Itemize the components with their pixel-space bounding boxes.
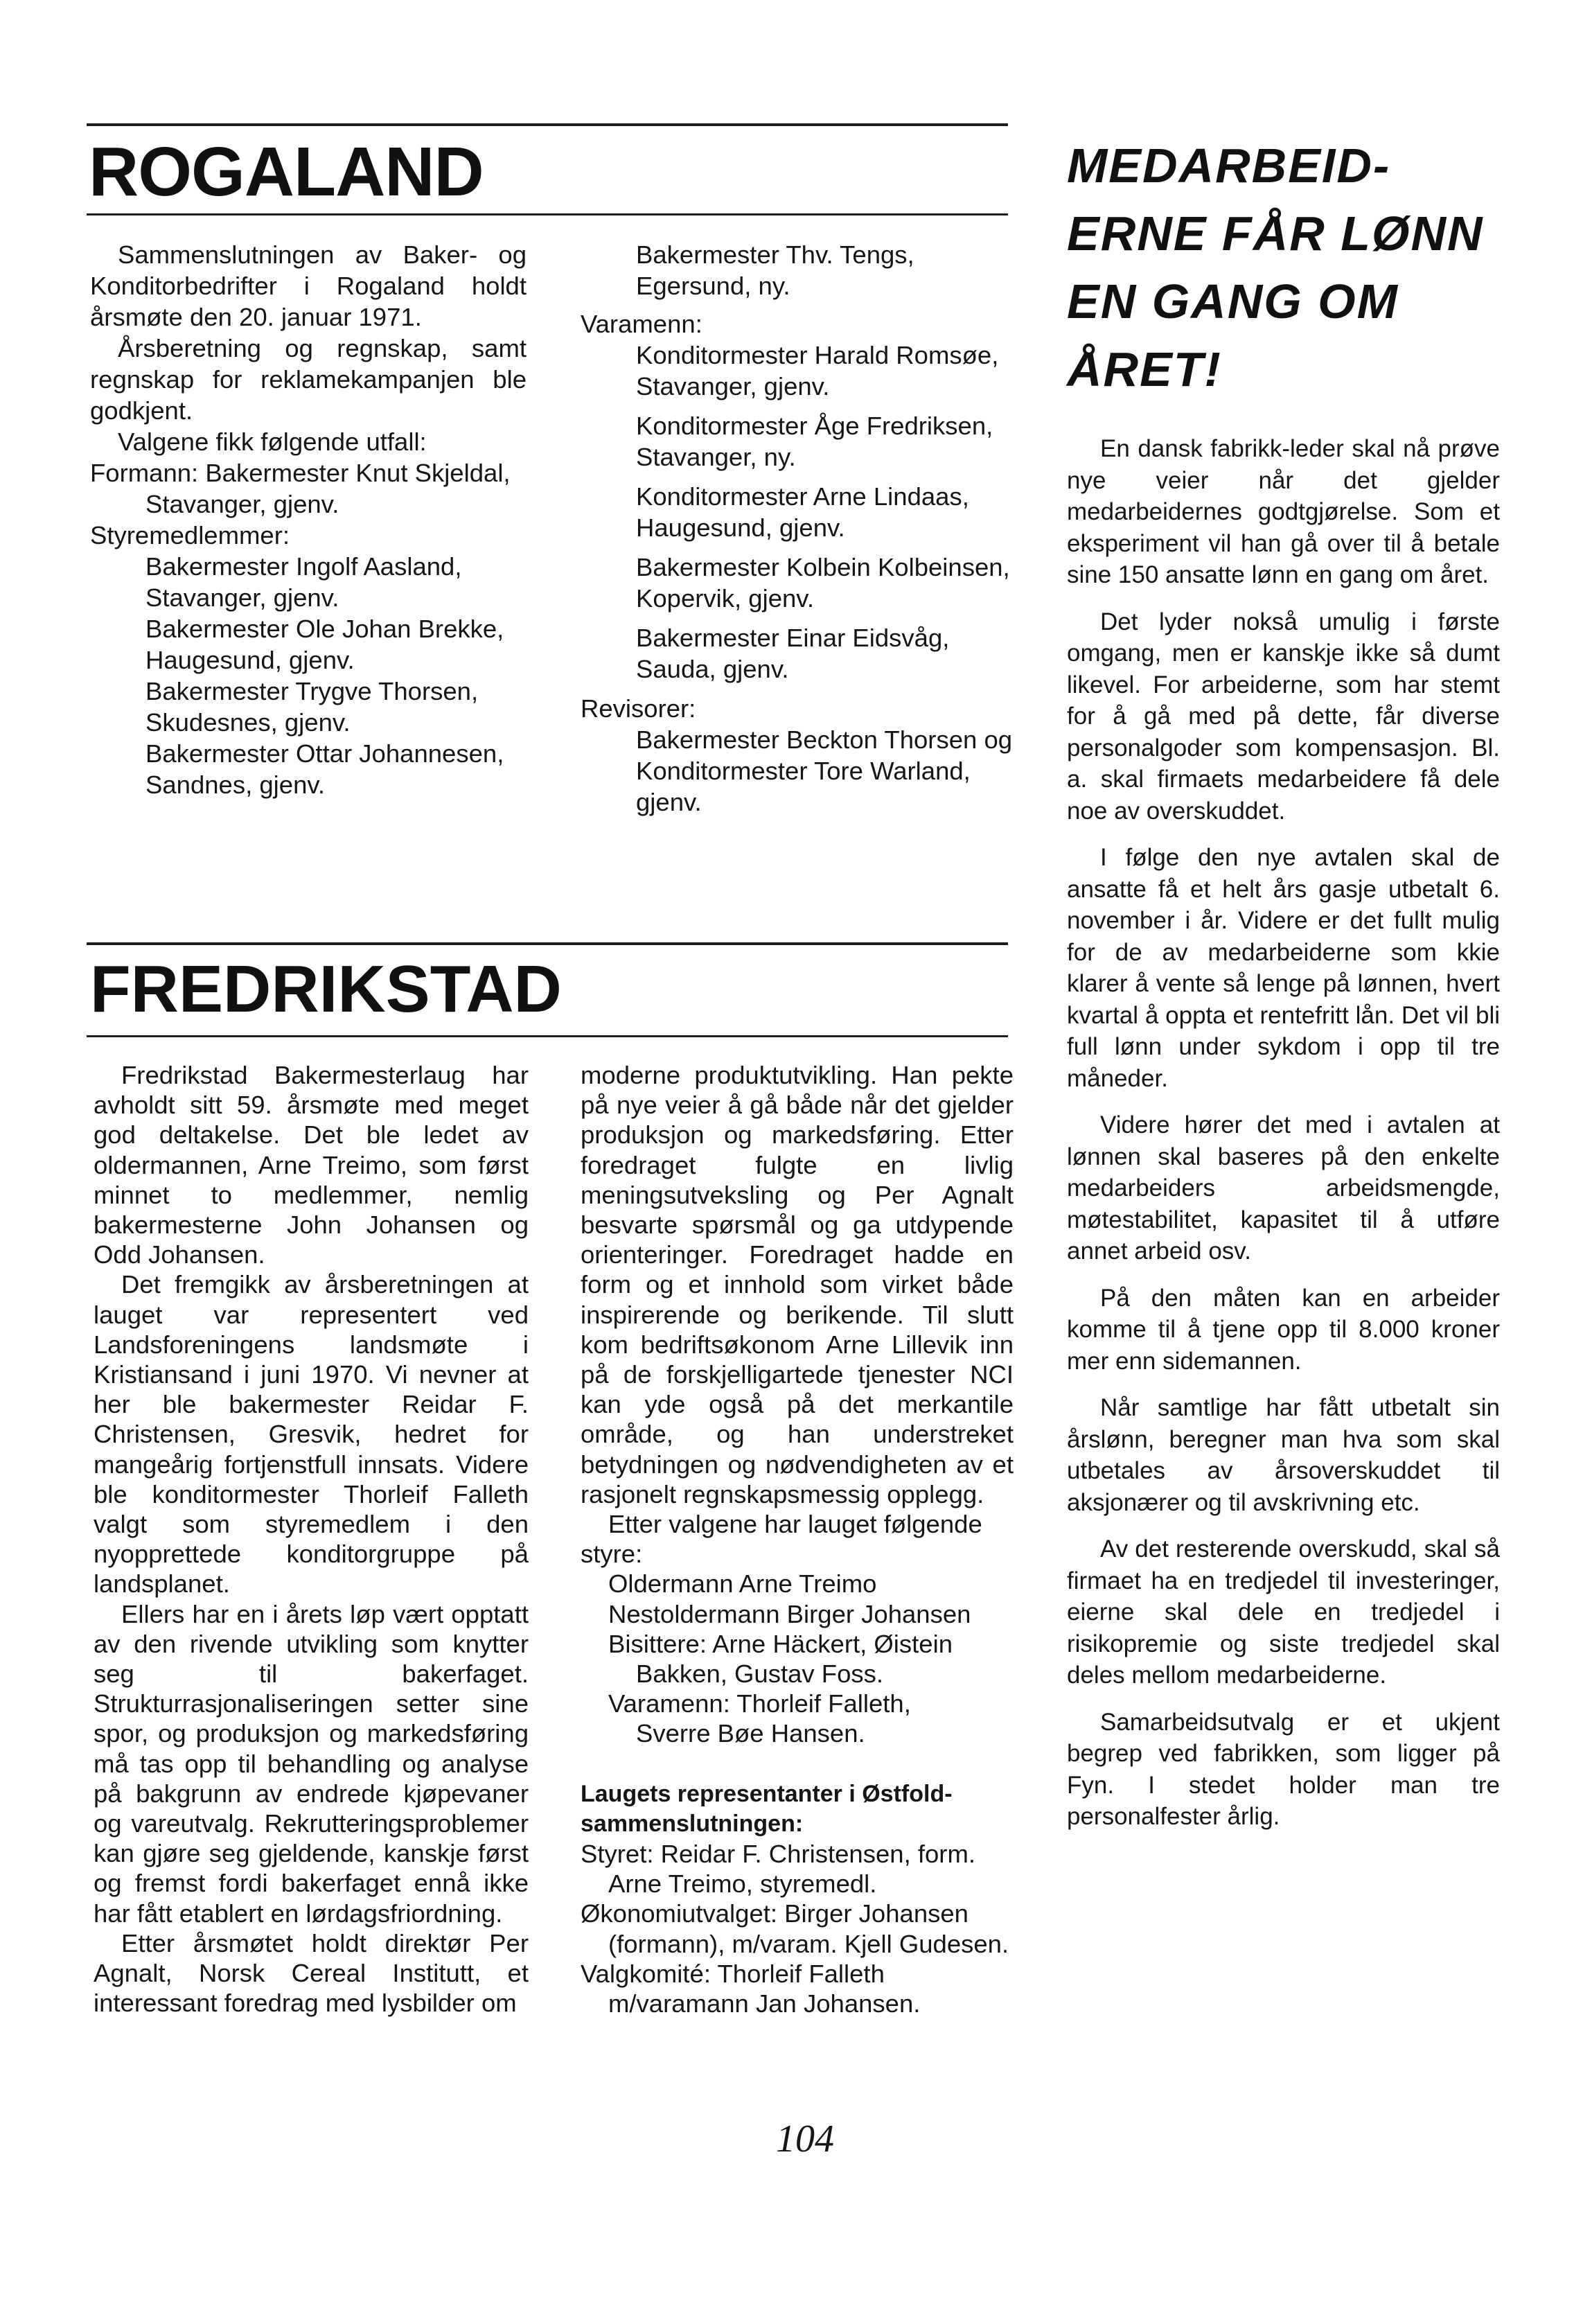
fredrikstad-bottom-rule [87, 1035, 1008, 1037]
rogaland-deputy-name: Konditormester Arne Lindaas, [636, 482, 969, 511]
rogaland-col-2 [581, 239, 1017, 818]
fredrikstad-board-line: Varamenn: Thorleif Falleth, [608, 1689, 911, 1718]
fredrikstad-paragraph: Etter valgene har lauget følgende styre: [581, 1510, 982, 1569]
rogaland-deputy-name: Bakermester Einar Eidsvåg, [636, 624, 950, 652]
rogaland-board-member-name: Bakermester Ottar Johannesen, [145, 739, 504, 768]
rogaland-auditors-label: Revisorer: [581, 694, 696, 723]
rogaland-auditor-line: Konditormester Tore Warland, [636, 757, 971, 785]
fredrikstad-board-line: Nestoldermann Birger Johansen [608, 1599, 971, 1628]
fredrikstad-reps-heading: Laugets representanter i Østfold-sammenslutningen: [581, 1780, 953, 1837]
rogaland-deputy-place: Stavanger, gjenv. [636, 372, 830, 400]
rogaland-deputy-name: Konditormester Harald Romsøe, [636, 341, 999, 369]
fredrikstad-reps-line: Styret: Reidar F. Christensen, form. [581, 1840, 975, 1869]
sidebar-paragraph: Samarbeidsutvalg er et ukjent begrep ved fabrikken, som ligger på Fyn. I stedet holder man tre personalfester årlig. [1067, 1708, 1500, 1830]
rogaland-elections: Valgene fikk følgende utfall: [118, 428, 427, 456]
fredrikstad-col-1 [94, 1060, 529, 2018]
rogaland-chairman: Formann: Bakermester Knut Skjeldal, [90, 459, 511, 487]
fredrikstad-paragraph: Ellers har en i årets løp vært opptatt av den rivende utvikling som knytter seg til bakerfaget. Strukturrasjonaliseringen setter sine spor, og produksjon og markedsføring må tas opp til behandling og analyse på bakgrunn av endrede kjøpevaner og vareutvalg. Rekrutteringsproblemer kan gjøre seg gjeldende, kanskje først og fremst fordi bakerfaget ennå ikke har fått etablert en lørdagsfriordning. [94, 1599, 529, 1928]
fredrikstad-paragraph: moderne produktutvikling. Han pekte på nye veier å gå både når det gjelder produksjon og markedsføring. Etter foredraget fulgte en livlig meningsutveksling og Per Agnalt besvarte spørsmål og ga utdypende orienteringer. Foredraget hadde en form og et innhold som virket både inspirerende og berikende. Til slutt kom bedriftsøkonom Arne Lillevik inn på de forskjelligartede tjenester NCI kan yde også på det merkantile område, og han understreket betydningen og nødvendigheten av et rasjonelt regnskapsmessig opplegg. [581, 1061, 1014, 1508]
rogaland-auditor-line: Bakermester Beckton Thorsen og [636, 725, 1013, 754]
page-number: 104 [776, 2118, 834, 2160]
rogaland-board-member-place: Stavanger, gjenv. [145, 583, 339, 612]
fredrikstad-reps-line: Valgkomité: Thorleif Falleth [581, 1959, 885, 1988]
rogaland-board-member-place: Sandnes, gjenv. [145, 771, 326, 799]
rogaland-board-member-place: Skudesnes, gjenv. [145, 708, 351, 737]
rogaland-deputy-place: Stavanger, ny. [636, 443, 796, 471]
fredrikstad-paragraph: Fredrikstad Bakermesterlaug har avholdt sitt 59. årsmøte med meget god deltakelse. Det ble ledet av oldermannen, Arne Treimo, som først minnet to medlemmer, nemlig bakermesterne John Johansen og Odd Johansen. [94, 1061, 529, 1269]
rogaland-deputies-label: Varamenn: [581, 310, 702, 338]
fredrikstad-reps-line: Økonomiutvalget: Birger Johansen [581, 1899, 969, 1928]
fredrikstad-reps-line: (formann), m/varam. Kjell Gudesen. [608, 1929, 1009, 1958]
sidebar-paragraph: Videre hører det med i avtalen at lønnen skal baseres på den enkelte medarbeiders arbeidsmengde, møtestabilitet, kapasitet til å utføre annet arbeid osv. [1067, 1111, 1500, 1265]
rogaland-heading: ROGALAND [89, 133, 484, 211]
fredrikstad-board-line: Oldermann Arne Treimo [608, 1569, 877, 1599]
rogaland-board-member-place: Haugesund, gjenv. [145, 646, 355, 674]
sidebar-headline-line: ERNE FÅR LØNN [1067, 206, 1484, 261]
sidebar-paragraph: En dansk fabrikk-leder skal nå prøve nye veier når det gjelder medarbeidernes godtgjørelse. Som et eksperiment vil han gå over til å betale sine 150 ansatte lønn en gang om året. [1067, 435, 1500, 588]
sidebar-paragraph: Av det resterende overskudd, skal så firmaet ha en tredjedel til investeringer, eierne skal dele en tredjedel i risikopremie og siste tredjedel skal deles mellom medarbeiderne. [1067, 1535, 1500, 1689]
rogaland-board-member-place: Egersund, ny. [636, 272, 790, 300]
fredrikstad-reps-line: Arne Treimo, styremedl. [608, 1869, 877, 1899]
rogaland-board-member-name: Bakermester Ole Johan Brekke, [145, 615, 504, 643]
fredrikstad-heading: FREDRIKSTAD [90, 952, 562, 1026]
sidebar-headline-line: MEDARBEID- [1067, 139, 1391, 193]
sidebar-paragraph: Det lyder nokså umulig i første omgang, men er kanskje ikke så dumt likevel. For arbeiderne, som har stemt for å gå med på dette, får diverse personalgoder som kompensasjon. Bl. a. skal firmaets medarbeidere få dele noe av overskuddet. [1067, 608, 1500, 825]
sidebar-headline-line: EN GANG OM [1067, 274, 1399, 328]
rogaland-deputy-place: Kopervik, gjenv. [636, 584, 814, 613]
fredrikstad-board-line: Sverre Bøe Hansen. [636, 1719, 865, 1748]
sidebar-paragraph: På den måten kan en arbeider komme til å tjene opp til 8.000 kroner mer enn sidemannen. [1067, 1284, 1500, 1375]
rogaland-chairman-place: Stavanger, gjenv. [145, 490, 339, 518]
rogaland-auditor-line: gjenv. [636, 788, 702, 816]
rogaland-deputy-place: Sauda, gjenv. [636, 655, 789, 683]
sidebar-headline-line: ÅRET! [1067, 342, 1222, 396]
fredrikstad-top-rule [87, 942, 1008, 945]
rogaland-bottom-rule [87, 213, 1008, 215]
rogaland-deputy-name: Bakermester Kolbein Kolbeinsen, [636, 553, 1010, 581]
rogaland-top-rule [87, 123, 1008, 126]
sidebar-article [1067, 433, 1500, 1848]
rogaland-board-member-name: Bakermester Ingolf Aasland, [145, 552, 462, 581]
fredrikstad-reps-line: m/varamann Jan Johansen. [608, 1989, 921, 2018]
fredrikstad-col-2 [581, 1060, 1014, 2018]
rogaland-report: Årsberetning og regnskap, samt regnskap for reklamekampanjen ble godkjent. [90, 334, 527, 425]
fredrikstad-board-line: Bakken, Gustav Foss. [636, 1660, 884, 1689]
sidebar-headline [1067, 132, 1510, 403]
rogaland-board-label: Styremedlemmer: [90, 521, 290, 549]
fredrikstad-paragraph: Etter årsmøtet holdt direktør Per Agnalt, Norsk Cereal Institutt, et interessant foredrag med lysbilder om [94, 1928, 529, 2018]
fredrikstad-board-line: Bisittere: Arne Häckert, Øistein [608, 1629, 953, 1658]
rogaland-intro: Sammenslutningen av Baker- og Konditorbedrifter i Rogaland holdt årsmøte den 20. januar 1971. [90, 240, 527, 331]
rogaland-deputy-place: Haugesund, gjenv. [636, 513, 845, 542]
rogaland-col-1 [90, 239, 527, 800]
sidebar-paragraph: I følge den nye avtalen skal de ansatte få et helt års gasje utbetalt 6. november i år. Videre er det fullt mulig for de av medarbeiderne som kkie klarer å vente så lenge på lønnen, hvert kvartal å oppta et rentefritt lån. Det vil bli full lønn under sykdom i opp til tre måneder. [1067, 844, 1500, 1092]
rogaland-board-member-name: Bakermester Thv. Tengs, [636, 240, 914, 269]
rogaland-deputy-name: Konditormester Åge Fredriksen, [636, 412, 993, 440]
rogaland-board-member-name: Bakermester Trygve Thorsen, [145, 677, 479, 705]
sidebar-paragraph: Når samtlige har fått utbetalt sin årslønn, beregner man hva som skal utbetales av årsoverskuddet til aksjonærer og til avskrivning etc. [1067, 1394, 1500, 1516]
fredrikstad-paragraph: Det fremgikk av årsberetningen at lauget var representert ved Landsforeningens landsmøte i Kristiansand i juni 1970. Vi nevner at her ble bakermester Reidar F. Christensen, Gresvik, hedret for mangeårig fortjenstfull innsats. Videre ble konditormester Thorleif Falleth valgt som styremedlem i den nyopprettede konditorgruppe på landsplanet. [94, 1270, 529, 1599]
